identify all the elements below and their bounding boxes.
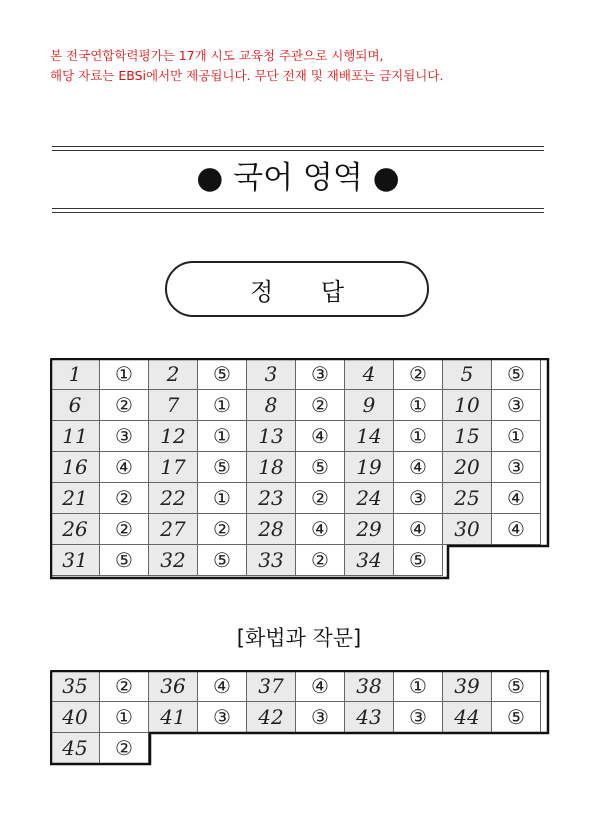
answer-choice: ④ [100,452,149,483]
answer-choice: ⑤ [198,359,247,390]
answer-row [51,702,541,733]
question-number: 41 [149,702,198,733]
answer-choice: ⑤ [394,545,443,576]
main-answer-table [50,358,541,576]
answer-choice: ① [394,671,443,702]
answer-choice: ① [394,390,443,421]
question-number: 33 [247,545,296,576]
answer-choice: ④ [296,671,345,702]
question-number: 5 [443,359,492,390]
question-number: 7 [149,390,198,421]
question-number: 24 [345,483,394,514]
question-number: 22 [149,483,198,514]
notice-line-2: 해당 자료는 EBSi에서만 제공됩니다. 무단 전재 및 재배포는 금지됩니다. [50,68,444,83]
question-number: 20 [443,452,492,483]
answer-choice: ① [198,421,247,452]
question-number: 2 [149,359,198,390]
empty-cell [198,733,247,764]
answer-choice: ⑤ [198,545,247,576]
bottom-rule-1 [52,208,544,209]
answer-choice: ③ [296,702,345,733]
answer-choice: ② [100,733,149,764]
answer-choice: ② [296,483,345,514]
answer-row [51,359,541,390]
question-number: 1 [51,359,100,390]
answer-choice: ③ [296,359,345,390]
question-number: 36 [149,671,198,702]
empty-cell [492,733,541,764]
answer-choice: ③ [394,702,443,733]
answer-choice: ③ [100,421,149,452]
question-number: 30 [443,514,492,545]
answer-choice: ④ [296,514,345,545]
answer-choice: ① [198,390,247,421]
empty-cell [247,733,296,764]
question-number: 19 [345,452,394,483]
question-number: 16 [51,452,100,483]
question-number: 27 [149,514,198,545]
answer-choice: ③ [492,390,541,421]
question-number: 29 [345,514,394,545]
answer-choice: ③ [394,483,443,514]
question-number: 43 [345,702,394,733]
question-number: 6 [51,390,100,421]
question-number: 28 [247,514,296,545]
answer-row [51,671,541,702]
question-number: 40 [51,702,100,733]
question-number: 34 [345,545,394,576]
question-number: 4 [345,359,394,390]
bottom-rule-2 [52,212,544,213]
answer-choice: ④ [394,514,443,545]
answer-choice: ① [100,359,149,390]
answer-row [51,733,541,764]
question-number: 31 [51,545,100,576]
answer-choice: ② [198,514,247,545]
question-number: 35 [51,671,100,702]
answer-choice: ② [100,671,149,702]
answer-choice: ⑤ [492,359,541,390]
question-number: 18 [247,452,296,483]
answer-choice: ② [100,390,149,421]
question-number: 23 [247,483,296,514]
empty-cell [149,733,198,764]
top-rule-2 [52,150,544,151]
question-number: 38 [345,671,394,702]
answer-choice: ① [394,421,443,452]
question-number: 32 [149,545,198,576]
answer-choice: ③ [492,452,541,483]
answer-choice: ① [198,483,247,514]
answer-row [51,545,541,576]
answer-choice: ① [492,421,541,452]
question-number: 45 [51,733,100,764]
question-number: 17 [149,452,198,483]
answer-heading: 정 답 [165,261,429,317]
empty-cell [492,545,541,576]
answer-row [51,390,541,421]
elective-answer-table [50,670,541,764]
answer-row [51,452,541,483]
answer-choice: ⑤ [100,545,149,576]
question-number: 37 [247,671,296,702]
answer-choice: ⑤ [296,452,345,483]
question-number: 8 [247,390,296,421]
question-number: 12 [149,421,198,452]
top-rule-1 [52,146,544,147]
empty-cell [394,733,443,764]
question-number: 44 [443,702,492,733]
question-number: 14 [345,421,394,452]
answer-choice: ② [100,514,149,545]
notice-line-1: 본 전국연합학력평가는 17개 시도 교육청 주관으로 시행되며, [50,48,384,63]
empty-cell [443,733,492,764]
question-number: 13 [247,421,296,452]
answer-choice: ② [394,359,443,390]
answer-row [51,421,541,452]
page-title: ● 국어 영역 ● [196,160,400,196]
question-number: 25 [443,483,492,514]
question-number: 39 [443,671,492,702]
answer-choice: ④ [198,671,247,702]
question-number: 15 [443,421,492,452]
empty-cell [296,733,345,764]
answer-choice: ② [296,390,345,421]
answer-choice: ⑤ [492,671,541,702]
answer-choice: ① [100,702,149,733]
answer-choice: ② [100,483,149,514]
answer-row [51,483,541,514]
answer-choice: ④ [394,452,443,483]
empty-cell [443,545,492,576]
answer-choice: ② [296,545,345,576]
answer-row [51,514,541,545]
empty-cell [345,733,394,764]
question-number: 26 [51,514,100,545]
answer-choice: ④ [492,483,541,514]
question-number: 3 [247,359,296,390]
notice [50,46,570,86]
answer-choice: ④ [492,514,541,545]
answer-choice: ⑤ [492,702,541,733]
question-number: 42 [247,702,296,733]
question-number: 9 [345,390,394,421]
question-number: 21 [51,483,100,514]
question-number: 11 [51,421,100,452]
elective-section-label: [화법과 작문] [236,626,362,650]
question-number: 10 [443,390,492,421]
answer-choice: ④ [296,421,345,452]
answer-choice: ⑤ [198,452,247,483]
answer-choice: ③ [198,702,247,733]
